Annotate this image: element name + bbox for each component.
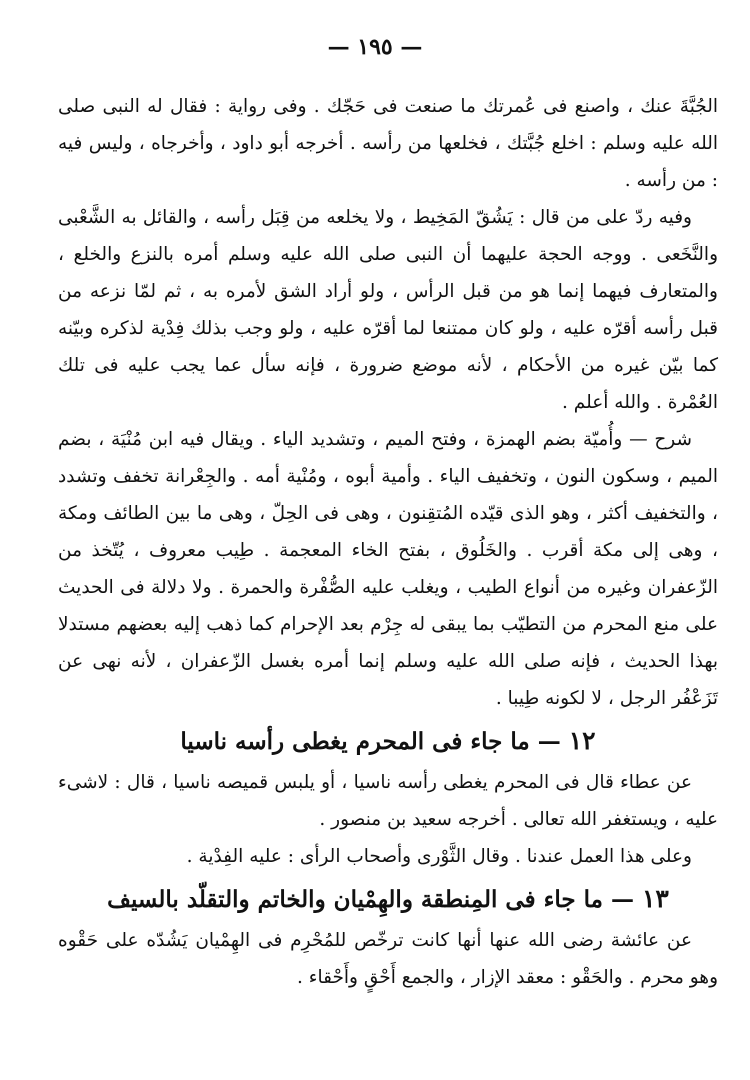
paragraph-commentary: وفيه ردّ على من قال : يَشُقّ المَخِيط ، ولا يخلعه من قِبَل رأسه ، والقائل به الشَّعْبى والنَّخَعى . ووجه الحجة عليهما أن النبى صلى الله عليه وسلم أمره بالنزع والخلع ، والمتعارف فيهما إنما هو من قبل الرأس ، ولو أراد الشق لأمره به ، ثم لمّا نزعه من قبل رأسه أقرّه عليه ، ولو كان ممتنعا لما أقرّه عليه ، ولو وجب بذلك فِدْية لذكره وبيّنه كما بيّن غيره من الأحكام ، لأنه موضع ضرورة ، فإنه سأل عما يجب عليه فى تلك العُمْرة . والله أعلم . <box>58 207 718 413</box>
section-title: — ما جاء فى المِنطقة والهِمْيان والخاتم والتقلّد بالسيف <box>107 886 642 913</box>
section-heading-13 <box>58 879 718 920</box>
section-number: ١٣ <box>641 884 669 913</box>
paragraph-aisha-report: عن عائشة رضى الله عنها أنها كانت ترخّص للمُحْرِم فى الهِمْيان يَشُدّه على حَقْوه وهو محرم . والحَقْو : معقد الإزار ، والجمع أَحْقٍ وأَحْقاء . <box>58 930 718 988</box>
paragraph-ata-report: عن عطاء قال فى المحرم يغطى رأسه ناسيا ، أو يلبس قميصه ناسيا ، قال : لاشىء عليه ، ويستغفر الله تعالى . أخرجه سعيد بن منصور . <box>58 772 718 830</box>
section-title: — ما جاء فى المحرم يغطى رأسه ناسيا <box>180 728 569 755</box>
section-heading-12 <box>58 721 718 762</box>
paragraph-hadith-continuation: الجُبَّةَ عنك ، واصنع فى عُمرتك ما صنعت فى حَجّك . وفى رواية : فقال له النبى صلى الله عليه وسلم : اخلع جُبَّتك ، فخلعها من رأسه . أخرجه أبو داود ، وأخرجاه ، وليس فيه : من رأسه . <box>58 96 718 191</box>
page-number: — ١٩٥ — <box>327 34 423 60</box>
paragraph-explanation: شرح — وأُميّة بضم الهمزة ، وفتح الميم ، وتشديد الياء . ويقال فيه ابن مُنْيَة ، بضم الميم ، وسكون النون ، وتخفيف الياء . وأمية أبوه ، ومُنْية أمه . والجِعْرانة تخفف وتشدد ، والتخفيف أكثر ، وهو الذى قيّده المُتقِنون ، وهى فى الحِلّ ، وهى ما بين الطائف ومكة ، وهى إلى مكة أقرب . والخَلُوق ، بفتح الخاء المعجمة . طِيب معروف ، يُتّخذ من الزّعفران وغيره من أنواع الطيب ، ويغلب عليه الصُّفْرة والحمرة . ولا دلالة فى الحديث على منع المحرم من التطيّب بما يبقى له جِرْم بعد الإحرام كما ذهب إليه بعضهم مستدلا بهذا الحديث ، فإنه صلى الله عليه وسلم إنما أمره بغسل الزّعفران ، لأنه نهى عن تَزَعْفُر الرجل ، لا لكونه طِيبا . <box>58 429 718 709</box>
paragraph-scholars-opinion: وعلى هذا العمل عندنا . وقال الثَّوْرى وأصحاب الرأى : عليه الفِدْية . <box>186 846 692 867</box>
section-number: ١٢ <box>568 726 596 755</box>
page-body <box>58 88 718 996</box>
